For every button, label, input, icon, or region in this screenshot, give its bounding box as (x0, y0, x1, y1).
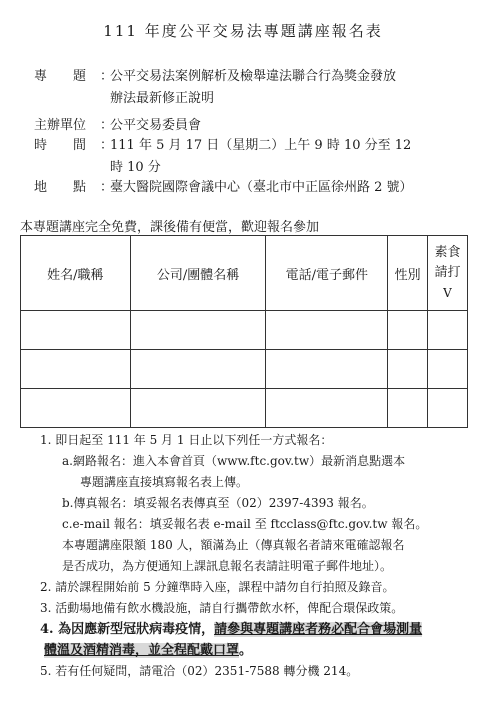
topic-label: 專 題 (34, 69, 87, 84)
header-veg-line1: 素食 (434, 244, 461, 260)
time-value-line1: 111 年 5 月 17 日（星期二）上午 9 時 10 分至 12 (110, 138, 412, 153)
note-4-highlight-2: 體溫及酒精消毒，並全程配戴口罩 (44, 643, 240, 658)
cell-veg-input[interactable] (428, 350, 468, 389)
table-row (21, 389, 468, 428)
header-veg-line2: 請打 (434, 264, 461, 280)
cell-company-input[interactable] (130, 311, 266, 350)
header-name: 姓名/職稱 (21, 236, 131, 311)
topic-row: 專 題 ：公平交易法案例解析及檢舉違法聯合行為獎金發放 辦法最新修正說明 (34, 66, 396, 88)
cell-contact-input[interactable] (266, 311, 388, 350)
cell-name-input[interactable] (21, 389, 131, 428)
notes-section (40, 430, 480, 682)
registration-table (20, 235, 468, 428)
table-header-row (21, 236, 468, 311)
cell-gender-input[interactable] (388, 311, 428, 350)
free-note: 本專題講座完全免費，課後備有便當，歡迎報名參加 (20, 220, 320, 235)
place-row: 地 點 ：臺大醫院國際會議中心（臺北市中正區徐州路 2 號） (34, 177, 413, 199)
organizer-value: 公平交易委員會 (110, 118, 202, 133)
note-1c: c.e-mail 報名：填妥報名表 e-mail 至 ftcclass@ftc.gov.tw 報名。 (62, 517, 428, 531)
header-company: 公司/團體名稱 (130, 236, 266, 311)
place-label: 地 點 (34, 180, 87, 195)
note-1a-line2: 專題講座直接填寫報名表上傳。 (80, 475, 249, 489)
cell-veg-input[interactable] (428, 389, 468, 428)
topic-value-line1: 公平交易法案例解析及檢舉違法聯合行為獎金發放 (110, 69, 397, 84)
time-label: 時 間 (34, 138, 87, 153)
place-value: 臺大醫院國際會議中心（臺北市中正區徐州路 2 號） (110, 180, 413, 195)
cell-company-input[interactable] (130, 389, 266, 428)
note-2: 2. 請於課程開始前 5 分鐘準時入座，課程中請勿自行拍照及錄音。 (40, 580, 395, 594)
time-row: 時 間 ：111 年 5 月 17 日（星期二）上午 9 時 10 分至 12 時 10 分 (34, 135, 411, 157)
note-1b: b.傳真報名：填妥報名表傳真至（02）2397-4393 報名。 (62, 496, 374, 510)
cell-veg-input[interactable] (428, 311, 468, 350)
time-value-line2: 時 10 分 (110, 160, 161, 175)
header-gender: 性別 (388, 236, 428, 311)
cell-name-input[interactable] (21, 311, 131, 350)
topic-value-line2: 辦法最新修正說明 (110, 91, 215, 106)
table-row (21, 350, 468, 389)
note-3: 3. 活動場地備有飲水機設施，請自行攜帶飲水杯，俾配合環保政策。 (40, 601, 404, 615)
note-1a-line1: a.網路報名：進入本會首頁（www.ftc.gov.tw）最新消息點選本 (62, 454, 406, 468)
cell-gender-input[interactable] (388, 389, 428, 428)
note-4-highlight-1: 請參與專題講座者務必配合會場測量 (214, 622, 423, 637)
note-4-prefix: 4. 為因應新型冠狀病毒疫情， (40, 622, 215, 637)
cell-contact-input[interactable] (266, 389, 388, 428)
cell-contact-input[interactable] (266, 350, 388, 389)
header-vegetarian (428, 236, 468, 311)
note-4-cont (40, 640, 480, 661)
cell-name-input[interactable] (21, 350, 131, 389)
note-5: 5. 若有任何疑問，請電洽（02）2351-7588 轉分機 214。 (40, 664, 359, 678)
organizer-row: 主辦單位 ：公平交易委員會 (34, 115, 201, 137)
table-row (21, 311, 468, 350)
checkmark-v: V (443, 285, 452, 300)
cell-gender-input[interactable] (388, 350, 428, 389)
note-1: 1. 即日起至 111 年 5 月 1 日止以下列任一方式報名： (40, 433, 333, 447)
note-4-suffix: 。 (239, 643, 253, 658)
header-contact: 電話/電子郵件 (266, 236, 388, 311)
note-1d-line2: 是否成功，為方便通知上課訊息報名表請註明電子郵件地址）。 (62, 559, 393, 573)
organizer-label: 主辦單位 (34, 118, 87, 133)
cell-company-input[interactable] (130, 350, 266, 389)
note-4 (40, 619, 480, 640)
note-1d-line1: 本專題講座限額 180 人，額滿為止（傳真報名者請來電確認報名 (62, 538, 405, 552)
page-title: 111 年度公平交易法專題講座報名表 (103, 22, 383, 40)
